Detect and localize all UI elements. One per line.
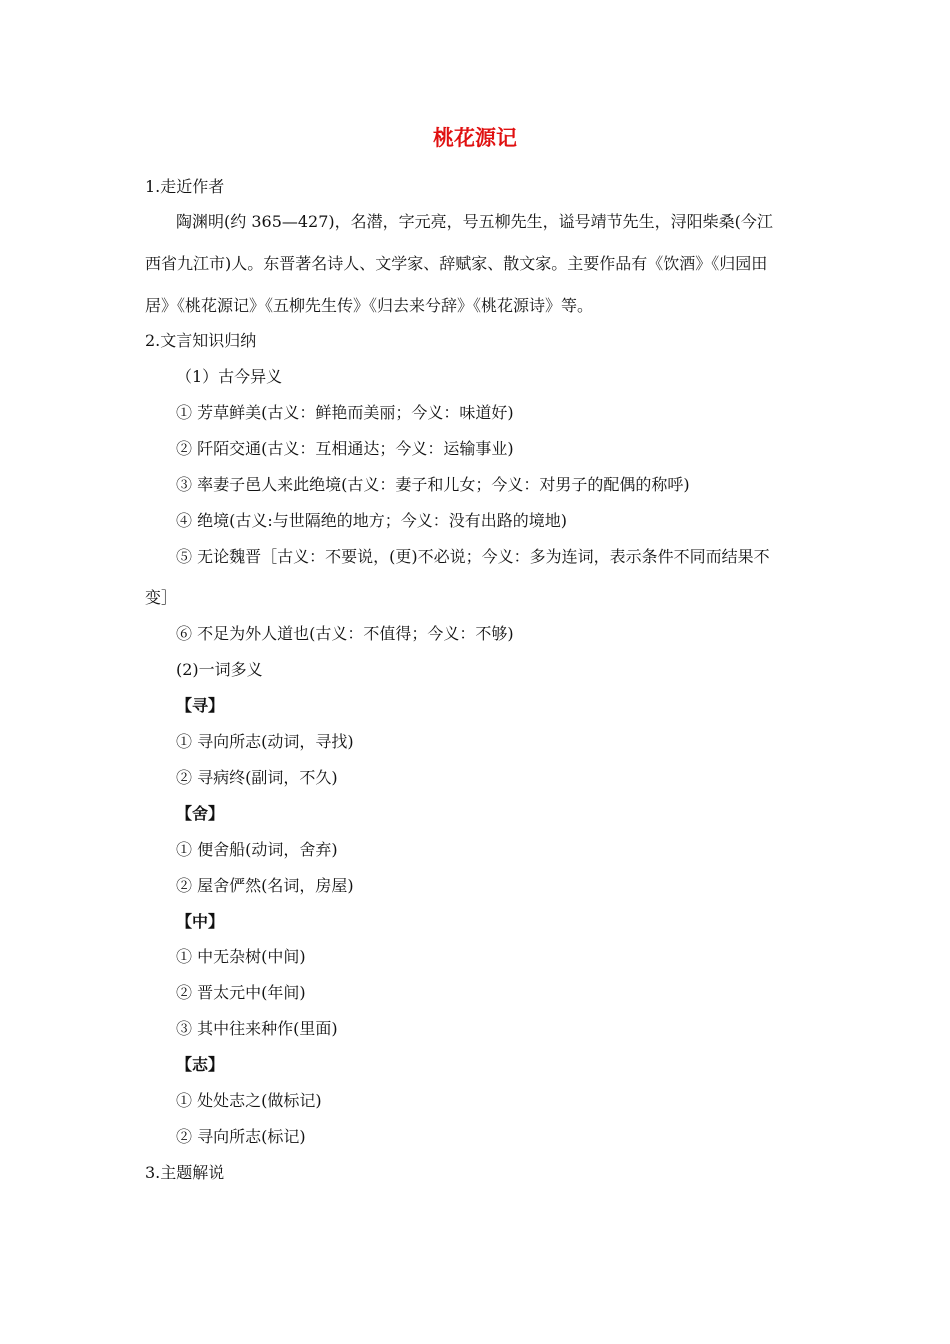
author-paragraph-line: 西省九江市)人。东晋著名诗人、文学家、辞赋家、散文家。主要作品有《饮酒》《归园田 xyxy=(145,254,768,273)
meaning-item: ⑥ 不足为外人道也(古义：不值得；今义：不够) xyxy=(176,624,514,643)
section-heading-theme: 3.主题解说 xyxy=(145,1163,225,1182)
section-heading-author: 1.走近作者 xyxy=(145,177,225,196)
meaning-item: ② 阡陌交通(古义：互相通达；今义：运输事业) xyxy=(176,439,514,458)
polysemy-word: 【舍】 xyxy=(176,804,225,823)
polysemy-word: 【寻】 xyxy=(176,696,225,715)
meaning-item: ④ 绝境(古义:与世隔绝的地方；今义：没有出路的境地) xyxy=(176,511,567,530)
polysemy-word: 【志】 xyxy=(176,1055,225,1074)
meaning-item: ⑤ 无论魏晋［古义：不要说，(更)不必说；今义：多为连词，表示条件不同而结果不 xyxy=(176,547,770,566)
polysemy-entry: ② 屋舍俨然(名词，房屋) xyxy=(176,876,354,895)
subheading-polysemy: (2)一词多义 xyxy=(176,660,263,679)
polysemy-entry: ③ 其中往来种作(里面) xyxy=(176,1019,338,1038)
author-paragraph-line: 居》《桃花源记》《五柳先生传》《归去来兮辞》《桃花源诗》等。 xyxy=(145,296,594,315)
section-heading-knowledge: 2.文言知识归纳 xyxy=(145,331,257,350)
polysemy-word: 【中】 xyxy=(176,912,225,931)
polysemy-entry: ② 寻病终(副词，不久) xyxy=(176,768,338,787)
polysemy-entry: ① 便舍船(动词，舍弃) xyxy=(176,840,338,859)
author-paragraph-line: 陶渊明(约 365—427)，名潜，字元亮，号五柳先生，谥号靖节先生，浔阳柴桑(今江 xyxy=(176,212,773,231)
polysemy-entry: ② 寻向所志(标记) xyxy=(176,1127,306,1146)
polysemy-entry: ② 晋太元中(年间) xyxy=(176,983,306,1002)
subheading-ancient-modern: （1）古今异义 xyxy=(176,367,283,386)
meaning-item-continued: 变］ xyxy=(145,588,178,607)
page-title: 桃花源记 xyxy=(433,126,517,150)
polysemy-entry: ① 处处志之(做标记) xyxy=(176,1091,322,1110)
polysemy-entry: ① 中无杂树(中间) xyxy=(176,947,306,966)
polysemy-entry: ① 寻向所志(动词，寻找) xyxy=(176,732,354,751)
meaning-item: ③ 率妻子邑人来此绝境(古义：妻子和儿女；今义：对男子的配偶的称呼) xyxy=(176,475,690,494)
meaning-item: ① 芳草鲜美(古义：鲜艳而美丽；今义：味道好) xyxy=(176,403,514,422)
